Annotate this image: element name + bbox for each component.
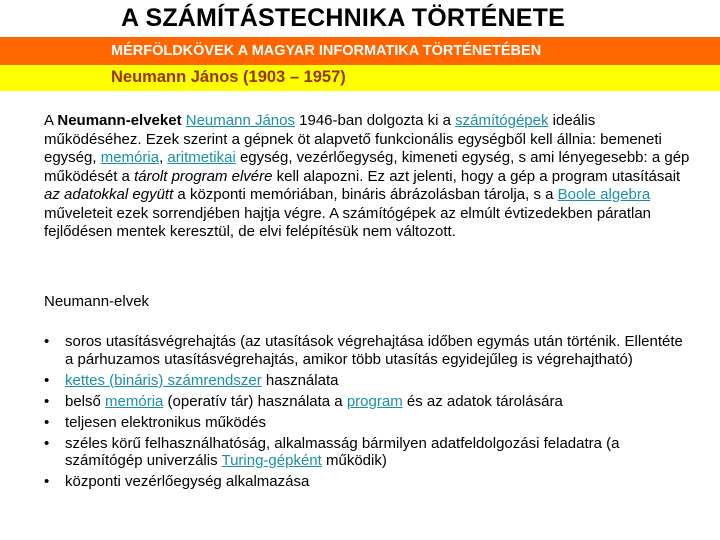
principles-list bbox=[44, 333, 694, 494]
list-item-text: teljesen elektronikus működés bbox=[65, 413, 266, 431]
list-item-text: működik) bbox=[321, 452, 387, 469]
section-title-banner bbox=[0, 65, 720, 91]
link-memoria[interactable]: memória bbox=[100, 149, 160, 166]
paragraph-text: ideális működéséhez. Ezek szerint a gépnek öt alapvető funkcionális egységből kell állnia: bemeneti egység, bbox=[44, 112, 662, 166]
list-item bbox=[44, 393, 694, 411]
list-item-text: használata bbox=[261, 371, 339, 389]
list-item-text: belső bbox=[65, 392, 106, 410]
paragraph-text: , bbox=[159, 149, 168, 166]
link-turing-gep[interactable]: Turing-gépként bbox=[221, 452, 322, 469]
list-item-text: központi vezérlőegység alkalmazása bbox=[65, 473, 310, 490]
bullet-icon: • bbox=[44, 434, 50, 452]
list-item-text: és az adatok tárolására bbox=[402, 392, 563, 410]
link-aritmetikai[interactable]: aritmetikai bbox=[167, 149, 236, 166]
link-memoria-2[interactable]: memória bbox=[105, 392, 164, 410]
list-item-text: (operatív tár) használata a bbox=[163, 392, 347, 410]
paragraph-text: kell alapozni. Ez azt jelenti, hogy a gép a program utasításait bbox=[272, 167, 681, 185]
bullet-icon: • bbox=[44, 473, 50, 490]
bullet-icon: • bbox=[44, 392, 50, 410]
bullet-icon: • bbox=[44, 371, 50, 389]
list-item bbox=[44, 435, 694, 470]
bullet-icon: • bbox=[44, 413, 50, 431]
list-item bbox=[44, 473, 694, 491]
subtitle-banner bbox=[0, 37, 720, 65]
paragraph-bold-term: Neumann-elveket bbox=[57, 112, 182, 129]
paragraph-text: a központi memóriában, bináris ábrázolásban tárolja, s a bbox=[173, 186, 558, 203]
link-boole-algebra[interactable]: Boole algebra bbox=[557, 186, 651, 203]
link-szamitogepek[interactable]: számítógépek bbox=[455, 112, 549, 129]
paragraph-italic-term: az adatokkal együtt bbox=[44, 186, 174, 203]
section-title: Neumann János (1903 – 1957) bbox=[111, 68, 346, 86]
intro-paragraph bbox=[44, 112, 694, 242]
bullet-icon: • bbox=[44, 333, 50, 350]
list-item bbox=[44, 414, 694, 432]
paragraph-text: A bbox=[44, 112, 58, 129]
paragraph-text: 1946-ban dolgozta ki a bbox=[294, 112, 456, 129]
link-neumann-janos[interactable]: Neumann János bbox=[185, 112, 295, 129]
list-item bbox=[44, 333, 694, 368]
list-item bbox=[44, 372, 694, 390]
list-item-text: soros utasításvégrehajtás (az utasítások végrehajtása időben egymás után történik. Ellentéte a párhuzamos utasításvégrehajtás, amikor több utasítás egyidejűleg is végrehajtható) bbox=[65, 333, 683, 368]
list-item-text: széles körű felhasználhatóság, alkalmasság bármilyen adatfeldolgozási feladatra (a számítógép univerzális bbox=[65, 434, 620, 469]
subtitle-banner-text: MÉRFÖLDKÖVEK A MAGYAR INFORMATIKA TÖRTÉNETÉBEN bbox=[111, 43, 542, 59]
link-program[interactable]: program bbox=[346, 392, 403, 410]
paragraph-text: műveleteit ezek sorrendjében hajtja végre. A számítógépek az elmúlt évtizedekben páratlan fejlődésen mentek keresztül, de elvi felépítésük nem változott. bbox=[44, 204, 652, 240]
page-title: A SZÁMÍTÁSTECHNIKA TÖRTÉNETE bbox=[120, 4, 565, 32]
paragraph-text: egység, vezérlőegység, kimeneti egység, s ami lényegesebb: a gép működését a bbox=[44, 149, 690, 185]
paragraph-italic-term: tárolt program elvére bbox=[134, 167, 273, 185]
link-kettes-szamrendszer[interactable]: kettes (bináris) számrendszer bbox=[65, 371, 262, 389]
list-heading: Neumann-elvek bbox=[44, 293, 150, 310]
